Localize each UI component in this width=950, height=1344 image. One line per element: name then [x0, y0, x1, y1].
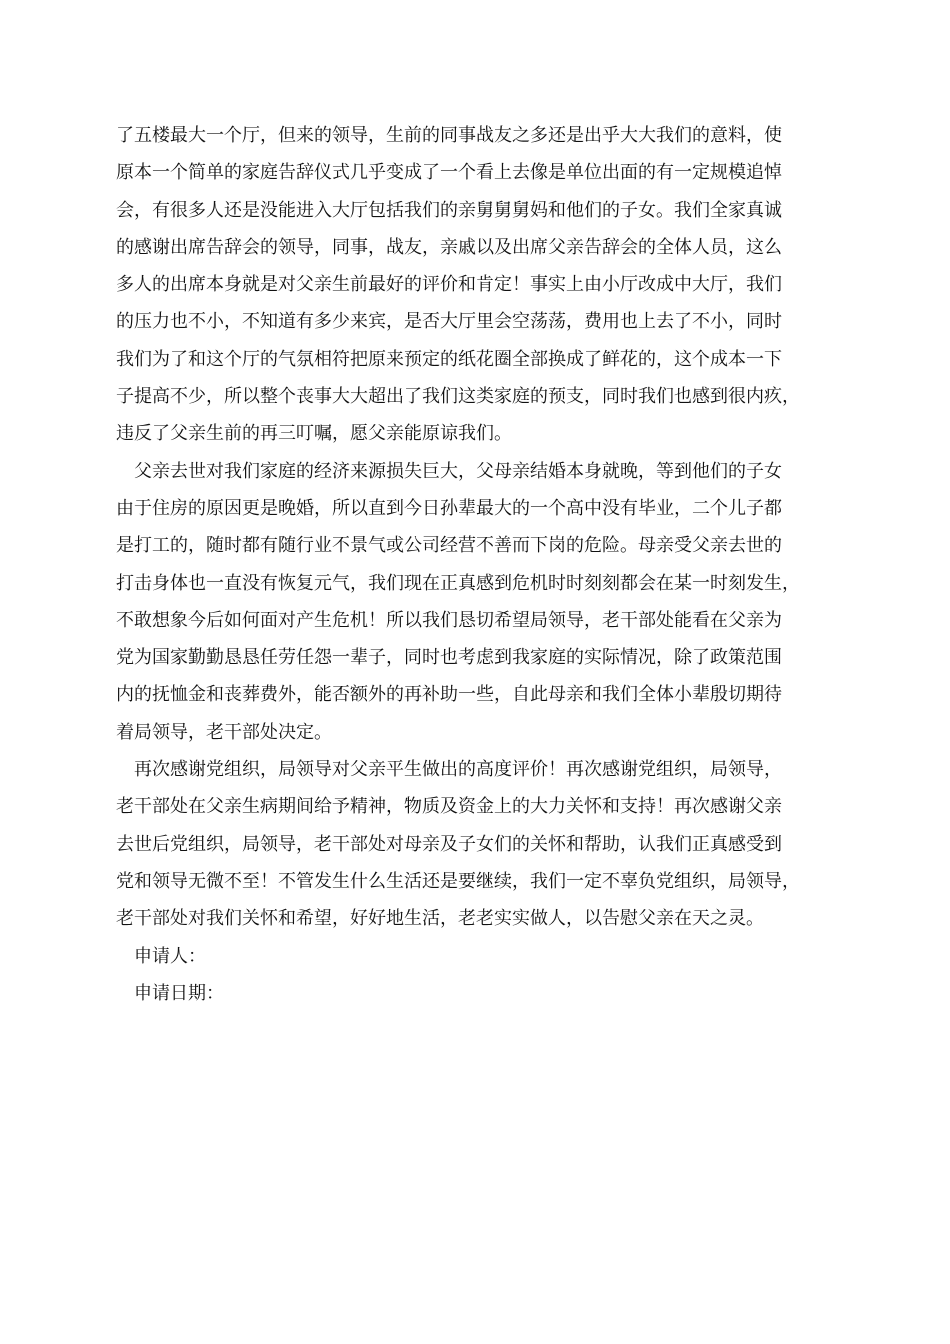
text-line: 多人的出席本身就是对父亲生前最好的评价和肯定！事实上由小厅改成中大厅，我们 — [116, 274, 782, 296]
text-line: 违反了父亲生前的再三叮嘱，愿父亲能原谅我们。 — [116, 423, 512, 445]
text-line: 着局领导，老干部处决定。 — [116, 721, 332, 743]
text-line: 再次感谢党组织，局领导对父亲平生做出的高度评价！再次感谢党组织，局领导， — [134, 759, 782, 781]
text-line: 打击身体也一直没有恢复元气，我们现在正真感到危机时时刻刻都会在某一时刻发生， — [116, 572, 800, 594]
text-line: 由于住房的原因更是晚婚，所以直到今日孙辈最大的一个高中没有毕业，二个儿子都 — [116, 497, 782, 519]
signature-block — [116, 938, 836, 1013]
text-line: 是打工的，随时都有随行业不景气或公司经营不善而下岗的危险。母亲受父亲去世的 — [116, 535, 782, 557]
text-line: 子提高不少，所以整个丧事大大超出了我们这类家庭的预支，同时我们也感到很内疚， — [116, 386, 800, 408]
text-line: 的压力也不小，不知道有多少来宾，是否大厅里会空荡荡，费用也上去了不小，同时 — [116, 311, 782, 333]
text-line: 老干部处在父亲生病期间给予精神，物质及资金上的大力关怀和支持！再次感谢父亲 — [116, 796, 782, 818]
paragraph-1 — [116, 117, 836, 453]
text-line: 的感谢出席告辞会的领导，同事，战友，亲戚以及出席父亲告辞会的全体人员，这么 — [116, 236, 782, 258]
text-line: 不敢想象今后如何面对产生危机！所以我们恳切希望局领导，老干部处能看在父亲为 — [116, 609, 782, 631]
text-line: 内的抚恤金和丧葬费外，能否额外的再补助一些，自此母亲和我们全体小辈殷切期待 — [116, 684, 782, 706]
text-line: 党为国家勤勤恳恳任劳任怨一辈子，同时也考虑到我家庭的实际情况，除了政策范围 — [116, 647, 782, 669]
applicant-label: 申请人： — [134, 945, 206, 967]
text-line: 老干部处对我们关怀和希望，好好地生活，老老实实做人，以告慰父亲在天之灵。 — [116, 908, 764, 930]
paragraph-3 — [116, 751, 836, 937]
text-line: 了五楼最大一个厅，但来的领导，生前的同事战友之多还是出乎大大我们的意料，使 — [116, 125, 782, 146]
text-line: 我们为了和这个厅的气氛相符把原来预定的纸花圈全部换成了鲜花的，这个成本一下 — [116, 348, 782, 370]
text-line: 党和领导无微不至！不管发生什么生活还是要继续，我们一定不辜负党组织，局领导， — [116, 870, 800, 892]
paragraph-2 — [116, 453, 836, 751]
text-line: 父亲去世对我们家庭的经济来源损失巨大，父母亲结婚本身就晚，等到他们的子女 — [134, 460, 782, 482]
application-date-label: 申请日期： — [134, 982, 224, 1004]
text-line: 会，有很多人还是没能进入大厅包括我们的亲舅舅舅妈和他们的子女。我们全家真诚 — [116, 199, 782, 221]
text-line: 原本一个简单的家庭告辞仪式几乎变成了一个看上去像是单位出面的有一定规模追悼 — [116, 162, 782, 184]
text-line: 去世后党组织，局领导，老干部处对母亲及子女们的关怀和帮助，认我们正真感受到 — [116, 833, 782, 855]
document-body — [116, 117, 836, 1012]
